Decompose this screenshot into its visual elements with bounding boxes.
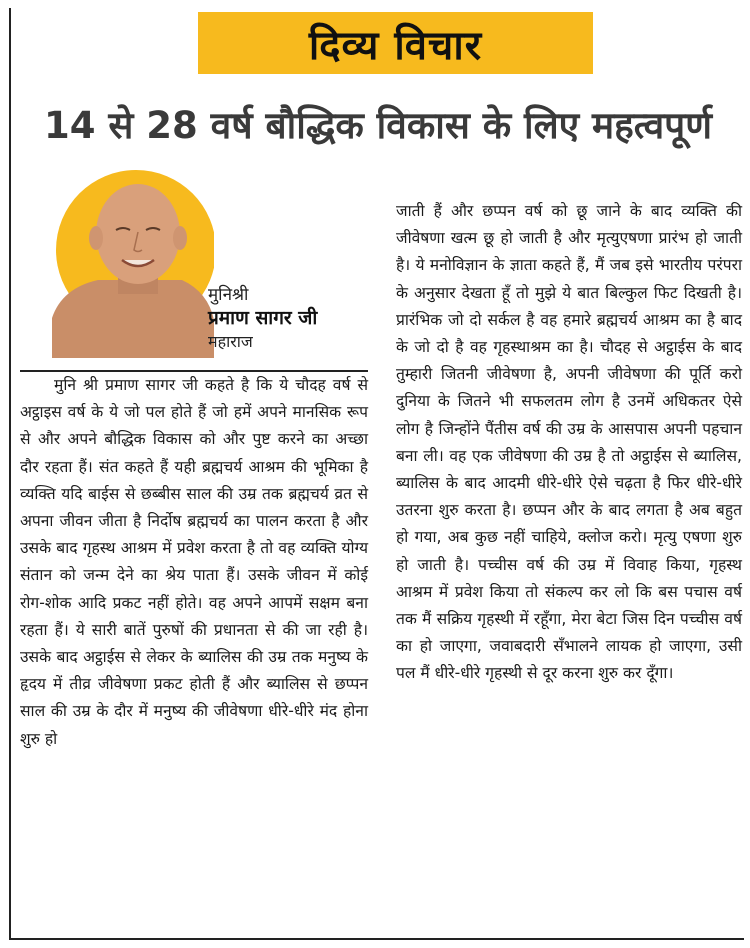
author-name: प्रमाण सागर जी xyxy=(208,307,318,329)
page-border-bottom xyxy=(9,938,744,940)
article-column-right xyxy=(396,198,742,688)
column-right-text: जाती हैं और छप्पन वर्ष को छू जाने के बाद व्यक्ति की जीवेषणा खत्म छू हो जाती है और मृत्युएषणा प्रारंभ हो जाती है। ये मनोविज्ञान के ज्ञाता कहते हैं, मैं जब इसे भारतीय परंपरा के अनुसार देखता हूँ तो मुझे ये बात बिल्कुल फिट दिखती है। प्रारंभिक जो दो सर्कल है वह हमारे ब्रह्मचर्य आश्रम का है बाद के जो दो है वह गृहस्थाश्रम का है। चौदह से अट्ठाईस के बाद तुम्हारी जितनी जीवेषणा है, अपनी जीवेषणा की पूर्ति करो दुनिया के जितने भी सफलतम लोग है उनमें अधिकतर ऐसे लोग है जिन्होंने पैंतीस वर्ष की उम्र के आसपास अपनी पहचान बना ली। वह एक जीवेषणा की उम्र है तो अट्ठाईस से ब्यालिस, ब्यालिस के बाद आदमी धीरे-धीरे ऐसे चढ़ता है फिर धीरे-धीरे उतरना शुरु करता है। छप्पन और के बाद लगता है अब बहुत हो गया, अब कुछ नहीं चाहिये, क्लोज करो। मृत्यु एषणा शुरु हो जाती है। पच्चीस वर्ष की उम्र में विवाह किया, गृहस्थ आश्रम में प्रवेश किया तो संकल्प कर लो कि बस पचास वर्ष तक मैं सक्रिय गृहस्थी में रहूँगा, मेरा बेटा जिस दिन पच्चीस वर्ष का हो जाएगा, जवाबदारी सँभालने लायक हो जाएगा, उसी पल मैं धीरे-धीरे गृहस्थी से दूर करना शुरु कर दूँगा। xyxy=(396,202,742,683)
author-portrait xyxy=(50,168,214,358)
portrait-ear-right xyxy=(173,226,187,250)
portrait-ear-left xyxy=(89,226,103,250)
article-headline: 14 से 28 वर्ष बौद्धिक विकास के लिए महत्वपूर्ण xyxy=(44,104,712,147)
column-left-body: मुनि श्री प्रमाण सागर जी कहते है कि ये चौदह वर्ष से अट्ठाइस वर्ष के ये जो पल होते हैं जो हमें अपने मानसिक रूप से और अपने बौद्धिक विकास को और पुष्ट करने का अच्छा दौर रहता हैं। संत कहते हैं यही ब्रह्मचर्य आश्रम की भूमिका है व्यक्ति यदि बाईस से छब्बीस साल की उम्र तक ब्रह्मचर्य व्रत से अपना जीवन जीता है निर्दोष ब्रह्मचर्य का पालन करता है और उसके बाद गृहस्थ आश्रम में प्रवेश करता है तो वह व्यक्ति योग्य संतान को जन्म देने का श्रेय पाता हैं। उसके जीवन में कोई रोग-शोक आदि प्रकट नहीं होते। वह अपने आपमें सक्षम बना रहता हैं। ये सारी बातें पुरुषों की प्रधानता से की जा रही है। उसके बाद अट्ठाईस से लेकर के ब्यालिस की उम्र तक मनुष्य के हृदय में तीव्र जीवेषणा प्रकट होती हैं और ब्यालिस से छप्पन साल की उम्र के दौर में मनुष्य की जीवेषणा धीरे-धीरे मंद होना शुरु हो xyxy=(20,376,368,748)
column-left-text xyxy=(20,372,368,753)
page-border-left xyxy=(9,8,11,940)
section-banner xyxy=(198,12,593,74)
banner-title: दिव्य विचार xyxy=(308,22,483,69)
article-column-left xyxy=(20,372,368,753)
author-prefix: मुनिश्री xyxy=(208,285,249,305)
author-suffix: महाराज xyxy=(208,332,253,351)
author-caption xyxy=(208,284,317,353)
